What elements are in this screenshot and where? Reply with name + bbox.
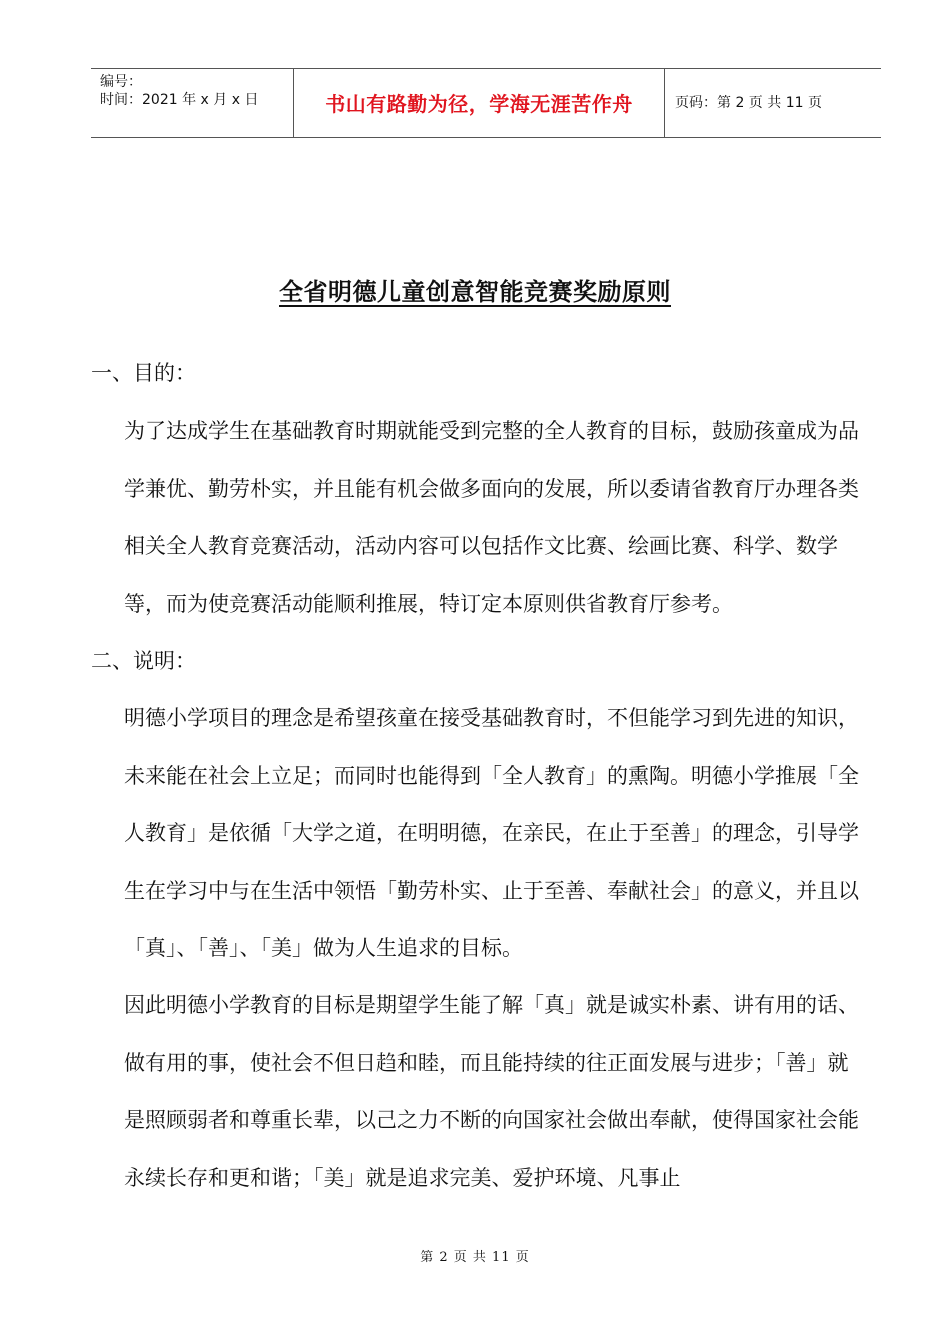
number-label: 编号： [100,74,142,90]
document-header [91,68,881,138]
header-motto-cell [293,69,665,137]
section-heading-explanation: 二、说明： [91,649,196,673]
header-page-code: 页码：第 2 页 共 11 页 [675,95,822,111]
document-title: 全省明德儿童创意智能竞赛奖励原则 [279,278,671,306]
footer-page-number: 第 2 页 共 11 页 [420,1250,530,1265]
header-page-cell [665,69,881,137]
paragraph-explanation-1: 明德小学项目的理念是希望孩童在接受基础教育时，不但能学习到先进的知识，未来能在社会上立足；而同时也能得到「全人教育」的熏陶。明德小学推展「全人教育」是依循「大学之道，在明明德，在亲民，在止于至善」的理念，引导学生在学习中与在生活中领悟「勤劳朴实、止于至善、奉献社会」的意义，并且以「真」、「善」、「美」做为人生追求的目标。 [124,706,859,961]
paragraph-explanation-2: 因此明德小学教育的目标是期望学生能了解「真」就是诚实朴素、讲有用的话、做有用的事，使社会不但日趋和睦，而且能持续的往正面发展与进步；「善」就是照顾弱者和尊重长辈，以己之力不断的向国家社会做出奉献，使得国家社会能永续长存和更和谐；「美」就是追求完美、爱护环境、凡事止 [124,993,859,1190]
header-meta-cell [91,69,293,137]
section-heading-purpose: 一、目的： [91,361,196,385]
date-line: 时间：2021 年 x 月 x 日 [100,92,259,108]
header-motto: 书山有路勤为径，学海无涯苦作舟 [325,92,633,116]
paragraph-purpose: 为了达成学生在基础教育时期就能受到完整的全人教育的目标，鼓励孩童成为品学兼优、勤劳朴实，并且能有机会做多面向的发展，所以委请省教育厅办理各类相关全人教育竞赛活动，活动内容可以包括作文比赛、绘画比赛、科学、数学等，而为使竞赛活动能顺利推展，特订定本原则供省教育厅参考。 [124,419,859,616]
